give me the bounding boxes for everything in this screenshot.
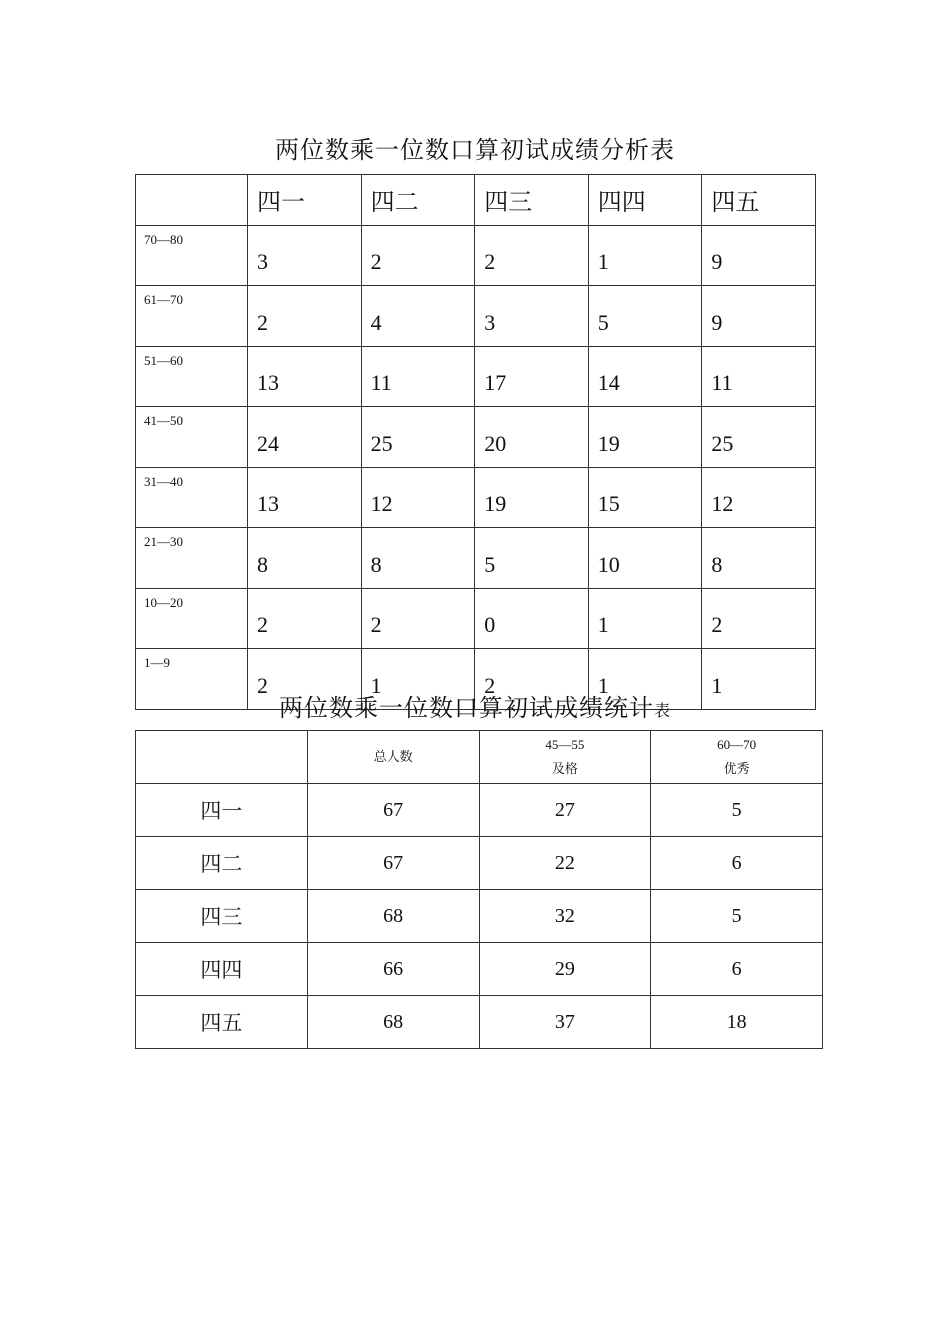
header-line: 45—55 xyxy=(545,737,585,752)
count-cell: 25 xyxy=(702,407,816,468)
count-cell: 14 xyxy=(588,346,702,407)
score-analysis-table xyxy=(135,174,816,710)
count-cell: 1 xyxy=(361,649,475,710)
score-range-label: 1—9 xyxy=(136,649,248,710)
value-cell: 68 xyxy=(307,996,479,1049)
corner-cell xyxy=(136,175,248,226)
statistics-title-main: 两位数乘一位数口算初试成绩统计 xyxy=(278,696,654,722)
count-cell: 2 xyxy=(248,588,362,649)
count-cell: 2 xyxy=(361,588,475,649)
value-cell: 67 xyxy=(307,784,479,837)
count-cell: 2 xyxy=(475,649,589,710)
count-cell: 5 xyxy=(588,286,702,347)
corner-cell xyxy=(136,731,308,784)
count-cell: 19 xyxy=(588,407,702,468)
table-header-row xyxy=(136,731,823,784)
table-row xyxy=(136,225,816,286)
header-line: 60—70 xyxy=(717,737,757,752)
value-cell: 66 xyxy=(307,943,479,996)
value-cell: 18 xyxy=(651,996,823,1049)
class-label: 四三 xyxy=(136,890,308,943)
count-cell: 19 xyxy=(475,467,589,528)
count-cell: 11 xyxy=(361,346,475,407)
column-header: 四二 xyxy=(361,175,475,226)
count-cell: 5 xyxy=(475,528,589,589)
count-cell: 8 xyxy=(361,528,475,589)
count-cell: 13 xyxy=(248,467,362,528)
column-header-total xyxy=(307,731,479,784)
table-row xyxy=(136,890,823,943)
count-cell: 10 xyxy=(588,528,702,589)
count-cell: 1 xyxy=(588,225,702,286)
count-cell: 9 xyxy=(702,286,816,347)
score-range-label: 41—50 xyxy=(136,407,248,468)
count-cell: 3 xyxy=(475,286,589,347)
column-header-excellent xyxy=(651,731,823,784)
value-cell: 67 xyxy=(307,837,479,890)
table-row xyxy=(136,588,816,649)
count-cell: 12 xyxy=(361,467,475,528)
column-header: 四五 xyxy=(702,175,816,226)
count-cell: 1 xyxy=(702,649,816,710)
count-cell: 12 xyxy=(702,467,816,528)
table-row xyxy=(136,346,816,407)
count-cell: 2 xyxy=(702,588,816,649)
value-cell: 27 xyxy=(479,784,651,837)
table-header-row xyxy=(136,175,816,226)
count-cell: 9 xyxy=(702,225,816,286)
value-cell: 32 xyxy=(479,890,651,943)
count-cell: 2 xyxy=(248,649,362,710)
class-label: 四一 xyxy=(136,784,308,837)
table-row xyxy=(136,943,823,996)
class-label: 四四 xyxy=(136,943,308,996)
count-cell: 2 xyxy=(361,225,475,286)
header-line: 及格 xyxy=(551,761,578,776)
count-cell: 1 xyxy=(588,588,702,649)
count-cell: 20 xyxy=(475,407,589,468)
count-cell: 13 xyxy=(248,346,362,407)
count-cell: 11 xyxy=(702,346,816,407)
score-range-label: 10—20 xyxy=(136,588,248,649)
table-row xyxy=(136,467,816,528)
count-cell: 3 xyxy=(248,225,362,286)
table-row xyxy=(136,996,823,1049)
count-cell: 2 xyxy=(248,286,362,347)
class-label: 四五 xyxy=(136,996,308,1049)
value-cell: 22 xyxy=(479,837,651,890)
value-cell: 5 xyxy=(651,784,823,837)
count-cell: 25 xyxy=(361,407,475,468)
analysis-table-title: 两位数乘一位数口算初试成绩分析表 xyxy=(275,138,675,164)
column-header: 四四 xyxy=(588,175,702,226)
count-cell: 24 xyxy=(248,407,362,468)
column-header: 四三 xyxy=(475,175,589,226)
value-cell: 6 xyxy=(651,943,823,996)
count-cell: 2 xyxy=(475,225,589,286)
value-cell: 5 xyxy=(651,890,823,943)
score-range-label: 21—30 xyxy=(136,528,248,589)
column-header-pass xyxy=(479,731,651,784)
count-cell: 4 xyxy=(361,286,475,347)
table-row xyxy=(136,286,816,347)
value-cell: 29 xyxy=(479,943,651,996)
count-cell: 15 xyxy=(588,467,702,528)
score-range-label: 61—70 xyxy=(136,286,248,347)
count-cell: 17 xyxy=(475,346,589,407)
count-cell: 8 xyxy=(702,528,816,589)
score-range-label: 51—60 xyxy=(136,346,248,407)
value-cell: 37 xyxy=(479,996,651,1049)
value-cell: 68 xyxy=(307,890,479,943)
score-statistics-table xyxy=(135,730,823,1049)
table-row xyxy=(136,528,816,589)
statistics-title-tail: 表 xyxy=(653,703,671,720)
column-header: 四一 xyxy=(248,175,362,226)
count-cell: 0 xyxy=(475,588,589,649)
statistics-table-title xyxy=(0,688,950,723)
value-cell: 6 xyxy=(651,837,823,890)
score-range-label: 70—80 xyxy=(136,225,248,286)
score-range-label: 31—40 xyxy=(136,467,248,528)
class-label: 四二 xyxy=(136,837,308,890)
header-line: 优秀 xyxy=(723,761,750,776)
count-cell: 1 xyxy=(588,649,702,710)
table-row xyxy=(136,407,816,468)
header-line: 总人数 xyxy=(373,749,413,764)
count-cell: 8 xyxy=(248,528,362,589)
table-row xyxy=(136,784,823,837)
table-row xyxy=(136,837,823,890)
